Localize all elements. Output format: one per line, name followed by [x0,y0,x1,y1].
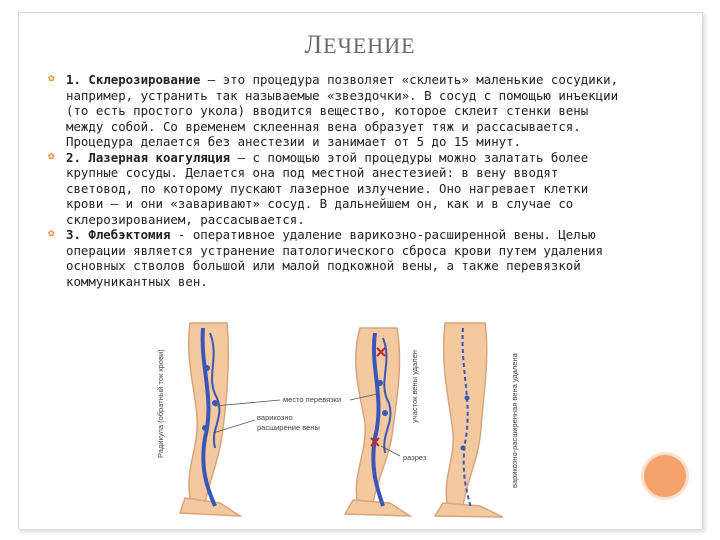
label-removed-vertical: участок вены удален [410,350,419,423]
item-text: - оперативное удаление варикозно-расширенной вены. Целью операции является устранение патологического сброса крови путем удаления основных стволов большой или малой подкожной вены, а также перевязкой коммуникантных вен. [66,227,604,289]
bullet-icon: ✿ [48,148,55,162]
label-right-vertical: варикозно-расширенная вена удалена [510,353,519,488]
leg-2 [345,328,410,516]
leg-1 [180,323,240,516]
item-text: — с помощью этой процедуры можно залатать более крупные сосуды. Делается она под местной анестезией: в вену вводят световод, по которому пускают лазерное излучение. Оно нагревает клетки крови — и они «заваривают» сосуд. В дальнейшем он, как и в случае со склерозированием, рассасывается. [66,149,589,227]
leg-veins-illustration [145,308,535,520]
list-item [48,150,628,228]
item-lead: 1. Склерозирование [66,72,201,87]
leg-3 [435,323,503,517]
label-varicose-2: расширение вены [257,423,320,432]
decorative-circle [641,452,689,500]
title-rest: ЕЧЕНИЕ [323,33,416,58]
label-ligation-site: место перевязки [283,395,342,404]
slide-title [0,30,720,60]
bullet-icon: ✿ [48,71,55,84]
label-varicose-1: варикозно [257,413,293,422]
bullet-list [48,72,628,289]
item-text: — это процедура позволяет «склеить» маленькие сосудики, например, устранить так называемые «звездочки». В сосуд с помощью инъекции (то есть простого укола) вводится вещество, которое склеит стенки вены между собой. Со временем склеенная вена образует тяж и рассасывается. Процедура делается без анестезии и занимает от 5 до 15 минут. [66,72,619,149]
item-lead: 2. Лазерная коагуляция [66,149,231,165]
label-left-vertical: Радикула (обратный ток крови) [156,349,165,458]
bullet-icon: ✿ [48,226,55,239]
label-incision: разрез [403,453,427,462]
list-item [48,72,628,150]
item-lead: 3. Флебэктомия [66,227,171,242]
list-item [48,227,628,289]
title-initial: Л [304,30,324,59]
